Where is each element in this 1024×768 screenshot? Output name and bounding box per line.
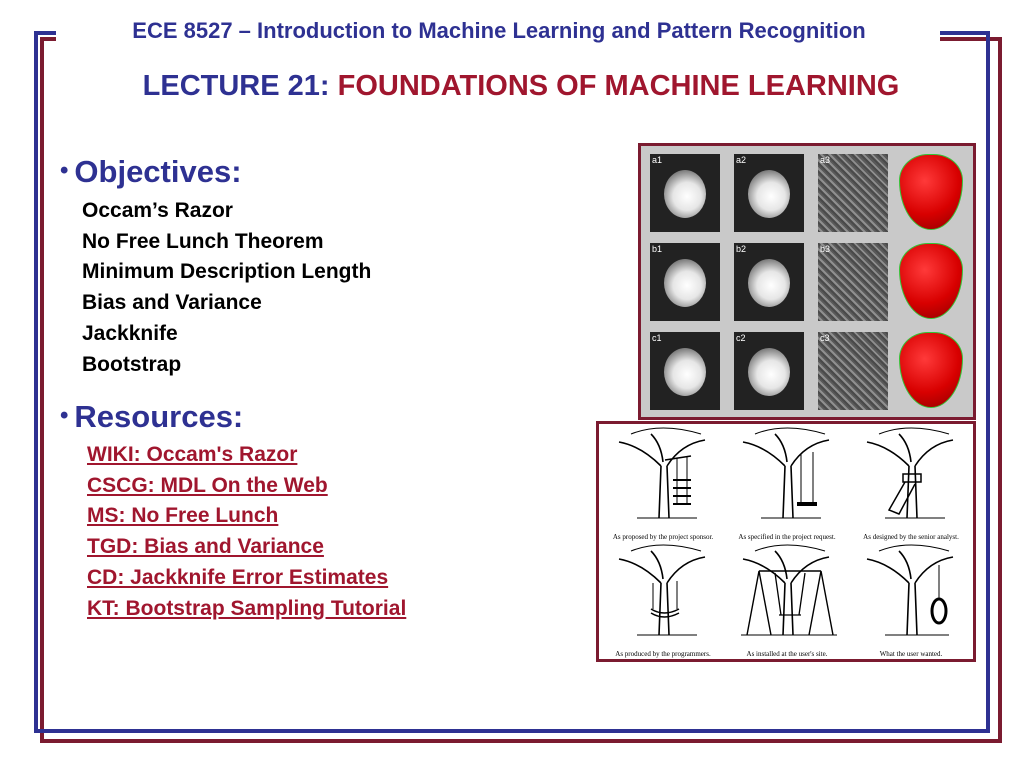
mri-slice-image	[734, 332, 804, 410]
course-title: ECE 8527 – Introduction to Machine Learning and Pattern Recognition	[132, 18, 866, 43]
heart-model-image	[899, 332, 963, 408]
tree-swing-caption: What the user wanted.	[879, 650, 943, 658]
resources-heading	[60, 399, 243, 435]
lecture-number: LECTURE 21:	[142, 70, 330, 102]
resources-heading-text: Resources:	[74, 399, 244, 434]
tree-swing-panel	[725, 426, 845, 543]
mri-segmentation-figure	[638, 143, 976, 420]
resource-link-cscg-mdl[interactable]: CSCG: MDL On the Web	[87, 473, 328, 497]
bullet-icon: •	[60, 157, 69, 184]
resource-link-wiki-occams-razor[interactable]: WIKI: Occam's Razor	[87, 443, 298, 466]
mri-slice-label: b1	[652, 244, 663, 254]
tree-swing-caption: As installed at the user's site.	[746, 650, 828, 658]
tree-swing-caption: As specified in the project request.	[738, 533, 836, 541]
resource-link-tgd-bias-variance[interactable]: TGD: Bias and Variance	[87, 535, 324, 559]
objectives-heading-text: Objectives:	[74, 154, 242, 189]
resource-link-kt-bootstrap[interactable]: KT: Bootstrap Sampling Tutorial	[87, 596, 407, 620]
resources-list	[87, 440, 406, 624]
tree-swing-drawing	[725, 426, 849, 526]
tree-swing-caption: As proposed by the project sponsor.	[612, 533, 714, 541]
tree-swing-cartoon-figure	[596, 421, 976, 662]
objective-item: Bootstrap	[82, 352, 182, 376]
mri-slice-label: c3	[820, 333, 830, 343]
tree-swing-drawing	[849, 426, 973, 526]
lecture-title	[0, 70, 1024, 103]
objective-item: Occam’s Razor	[82, 199, 233, 222]
tree-swing-caption: As designed by the senior analyst.	[863, 533, 959, 541]
mri-slice-image	[650, 154, 720, 232]
mri-slice-image	[818, 332, 888, 410]
resource-link-ms-no-free-lunch[interactable]: MS: No Free Lunch	[87, 504, 279, 528]
objective-item: Bias and Variance	[82, 291, 262, 315]
mri-slice-label: c2	[736, 333, 746, 343]
mri-slice-label: b2	[736, 244, 747, 254]
tree-swing-panel	[601, 426, 721, 543]
heart-model-image	[899, 243, 963, 319]
objectives-list	[82, 196, 371, 380]
mri-slice-image	[818, 154, 888, 232]
tree-swing-drawing	[849, 543, 973, 643]
objective-item: Minimum Description Length	[82, 260, 372, 284]
objective-item: Jackknife	[82, 321, 178, 345]
tree-swing-drawing	[725, 543, 849, 643]
mri-slice-label: b3	[820, 244, 831, 254]
lecture-topic: FOUNDATIONS OF MACHINE LEARNING	[337, 70, 900, 102]
objective-item: No Free Lunch Theorem	[82, 229, 324, 253]
mri-slice-label: a2	[736, 155, 747, 165]
tree-swing-drawing	[601, 426, 725, 526]
tree-swing-drawing	[601, 543, 725, 643]
mri-slice-label: a1	[652, 155, 663, 165]
tree-swing-panel	[601, 543, 721, 660]
tree-swing-panel	[725, 543, 845, 660]
mri-slice-image	[818, 243, 888, 321]
mri-slice-image	[734, 154, 804, 232]
mri-slice-label: c1	[652, 333, 662, 343]
mri-slice-image	[650, 243, 720, 321]
tree-swing-caption: As produced by the programmers.	[615, 650, 711, 658]
tree-swing-panel	[849, 543, 969, 660]
mri-slice-label: a3	[820, 155, 831, 165]
mri-slice-image	[650, 332, 720, 410]
tree-swing-panel	[849, 426, 969, 543]
resource-link-cd-jackknife[interactable]: CD: Jackknife Error Estimates	[87, 565, 389, 589]
bullet-icon: •	[60, 402, 69, 429]
heart-model-image	[899, 154, 963, 230]
mri-slice-image	[734, 243, 804, 321]
objectives-heading	[60, 154, 242, 190]
